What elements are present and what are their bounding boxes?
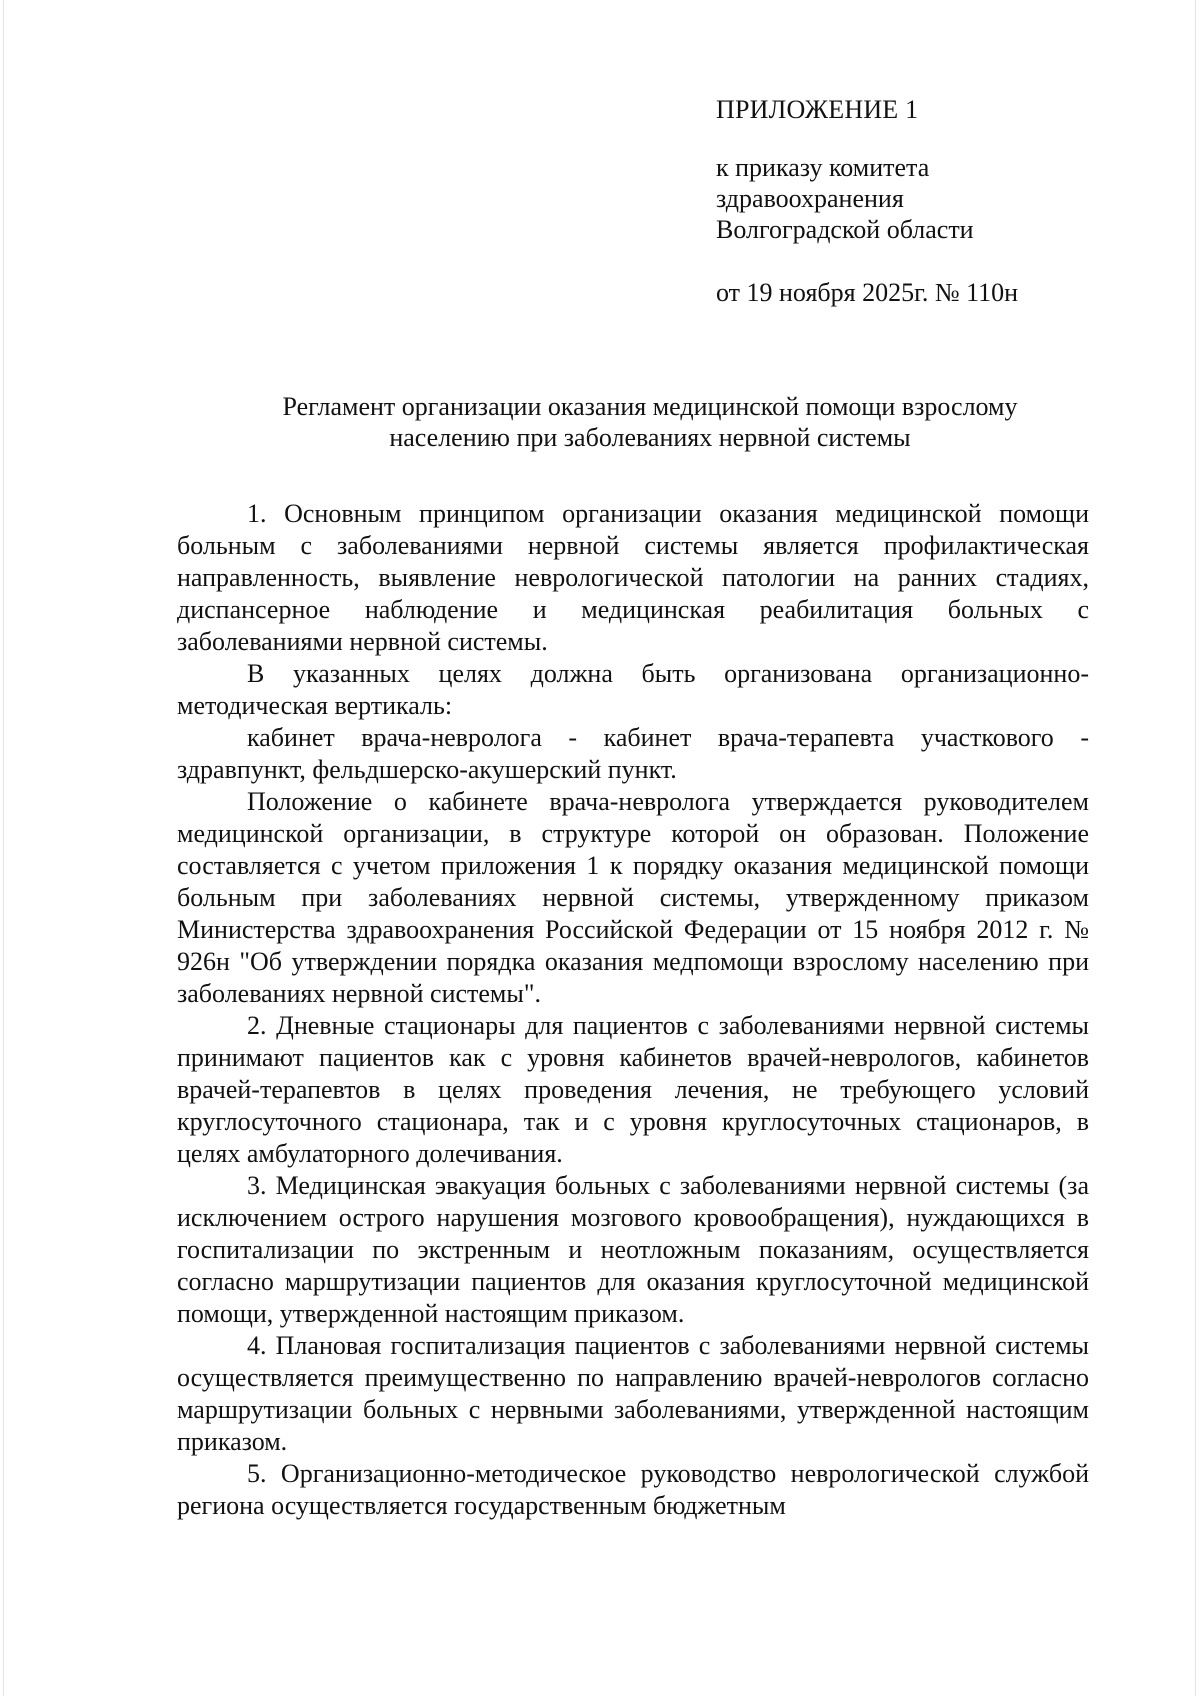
document-title-line: населению при заболеваниях нервной системы xyxy=(389,423,911,452)
document-title-line: Регламент организации оказания медицинской помощи взрослому xyxy=(282,392,1018,421)
appendix-reference-line: здравоохранения xyxy=(716,184,904,213)
paragraph: 1. Основным принципом организации оказания медицинской помощи больным с заболеваниями нервной системы является профилактическая направленность, выявление неврологической патологии на ранних стадиях, диспансерное наблюдение и медицинская реабилитация больных с заболеваниями нервной системы. xyxy=(177,499,1089,656)
appendix-reference xyxy=(716,152,1136,245)
paragraph: В указанных целях должна быть организована организационно-методическая вертикаль: xyxy=(177,659,1089,720)
appendix-header xyxy=(716,94,1136,308)
appendix-reference-line: к приказу комитета xyxy=(716,153,930,182)
order-date-number: от 19 ноября 2025г. № 110н xyxy=(716,278,1019,307)
paragraph: 4. Плановая госпитализация пациентов с заболеваниями нервной системы осуществляется преимущественно по направлению врачей-неврологов согласно маршрутизации больных с нервными заболеваниями, утвержденной настоящим приказом. xyxy=(177,1331,1089,1456)
scan-left-edge xyxy=(3,0,4,1696)
document-title xyxy=(150,391,1150,453)
paragraph: 3. Медицинская эвакуация больных с заболеваниями нервной системы (за исключением острого нарушения мозгового кровообращения), нуждающихся в госпитализации по экстренным и неотложным показаниям, осуществляется согласно маршрутизации пациентов для оказания круглосуточной медицинской помощи, утвержденной настоящим приказом. xyxy=(177,1171,1089,1328)
document-body xyxy=(177,498,1089,1522)
paragraph: кабинет врача-невролога - кабинет врача-терапевта участкового - здравпункт, фельдшерско-акушерский пункт. xyxy=(177,723,1089,784)
paragraph: 5. Организационно-методическое руководство неврологической службой региона осуществляется государственным бюджетным xyxy=(177,1459,1089,1520)
appendix-reference-line: Волгоградской области xyxy=(716,215,974,244)
scan-right-edge xyxy=(1195,0,1196,1696)
paragraph: Положение о кабинете врача-невролога утверждается руководителем медицинской организации, в структуре которой он образован. Положение составляется с учетом приложения 1 к порядку оказания медицинской помощи больным при заболеваниях нервной системы, утвержденному приказом Министерства здравоохранения Российской Федерации от 15 ноября 2012 г. № 926н "Об утверждении порядка оказания медпомощи взрослому населению при заболеваниях нервной системы". xyxy=(177,787,1089,1008)
paragraph: 2. Дневные стационары для пациентов с заболеваниями нервной системы принимают пациентов как с уровня кабинетов врачей-неврологов, кабинетов врачей-терапевтов в целях проведения лечения, не требующего условий круглосуточного стационара, так и с уровня круглосуточных стационаров, в целях амбулаторного долечивания. xyxy=(177,1011,1089,1168)
appendix-title: ПРИЛОЖЕНИЕ 1 xyxy=(716,95,919,124)
